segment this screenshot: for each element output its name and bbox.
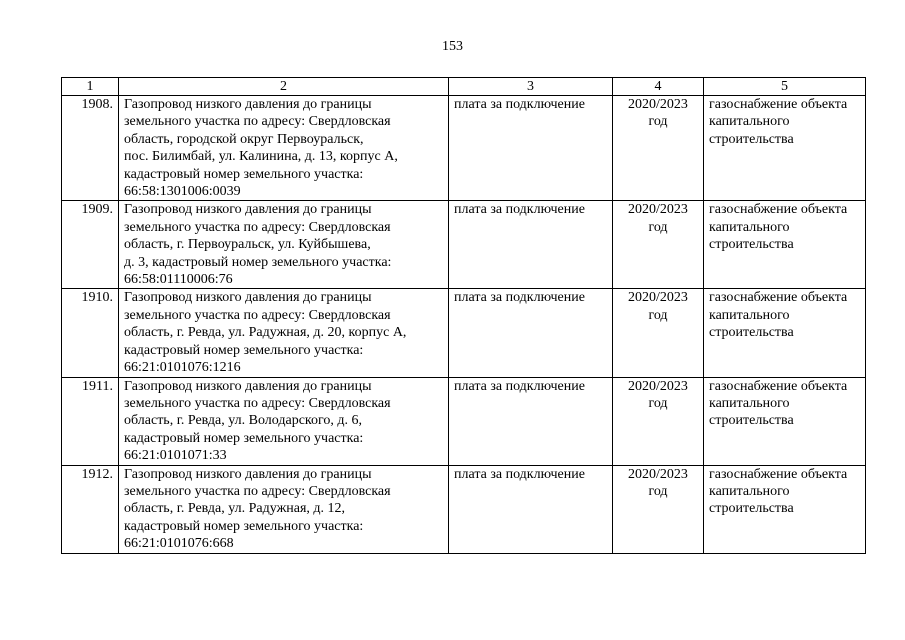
table-row bbox=[62, 289, 866, 377]
purpose: газоснабжение объекта капитального строительства bbox=[704, 201, 866, 289]
purpose: газоснабжение объекта капитального строительства bbox=[704, 289, 866, 377]
object-description: Газопровод низкого давления до границы земельного участка по адресу: Свердловская область, г. Ревда, ул. Радужная, д. 12, кадастровый номер земельного участка: 66:21:0101076:668 bbox=[119, 465, 449, 553]
row-number: 1912. bbox=[62, 465, 119, 553]
object-description: Газопровод низкого давления до границы земельного участка по адресу: Свердловская область, г. Первоуральск, ул. Куйбышева, д. 3, кадастровый номер земельного участка: 66:58:01110006:76 bbox=[119, 201, 449, 289]
period: 2020/2023 год bbox=[613, 289, 704, 377]
column-header: 3 bbox=[449, 78, 613, 96]
row-number: 1909. bbox=[62, 201, 119, 289]
payment-type: плата за подключение bbox=[449, 465, 613, 553]
data-table bbox=[61, 77, 866, 554]
purpose: газоснабжение объекта капитального строительства bbox=[704, 377, 866, 465]
payment-type: плата за подключение bbox=[449, 201, 613, 289]
column-header: 2 bbox=[119, 78, 449, 96]
table-row bbox=[62, 201, 866, 289]
object-description: Газопровод низкого давления до границы земельного участка по адресу: Свердловская область, г. Ревда, ул. Володарского, д. 6, кадастровый номер земельного участка: 66:21:0101071:33 bbox=[119, 377, 449, 465]
table-row bbox=[62, 96, 866, 201]
column-header: 5 bbox=[704, 78, 866, 96]
row-number: 1910. bbox=[62, 289, 119, 377]
table-header-row bbox=[62, 78, 866, 96]
page-number: 153 bbox=[442, 39, 463, 54]
column-header: 4 bbox=[613, 78, 704, 96]
purpose: газоснабжение объекта капитального строительства bbox=[704, 465, 866, 553]
payment-type: плата за подключение bbox=[449, 289, 613, 377]
payment-type: плата за подключение bbox=[449, 377, 613, 465]
row-number: 1911. bbox=[62, 377, 119, 465]
period: 2020/2023 год bbox=[613, 465, 704, 553]
purpose: газоснабжение объекта капитального строительства bbox=[704, 96, 866, 201]
payment-type: плата за подключение bbox=[449, 96, 613, 201]
table-row bbox=[62, 465, 866, 553]
period: 2020/2023 год bbox=[613, 96, 704, 201]
period: 2020/2023 год bbox=[613, 377, 704, 465]
table-row bbox=[62, 377, 866, 465]
column-header: 1 bbox=[62, 78, 119, 96]
object-description: Газопровод низкого давления до границы земельного участка по адресу: Свердловская область, г. Ревда, ул. Радужная, д. 20, корпус А, кадастровый номер земельного участка: 66:21:0101076:1216 bbox=[119, 289, 449, 377]
object-description: Газопровод низкого давления до границы земельного участка по адресу: Свердловская область, городской округ Первоуральск, пос. Билимбай, ул. Калинина, д. 13, корпус А, кадастровый номер земельного участка: 66:58:1301006:0039 bbox=[119, 96, 449, 201]
period: 2020/2023 год bbox=[613, 201, 704, 289]
row-number: 1908. bbox=[62, 96, 119, 201]
